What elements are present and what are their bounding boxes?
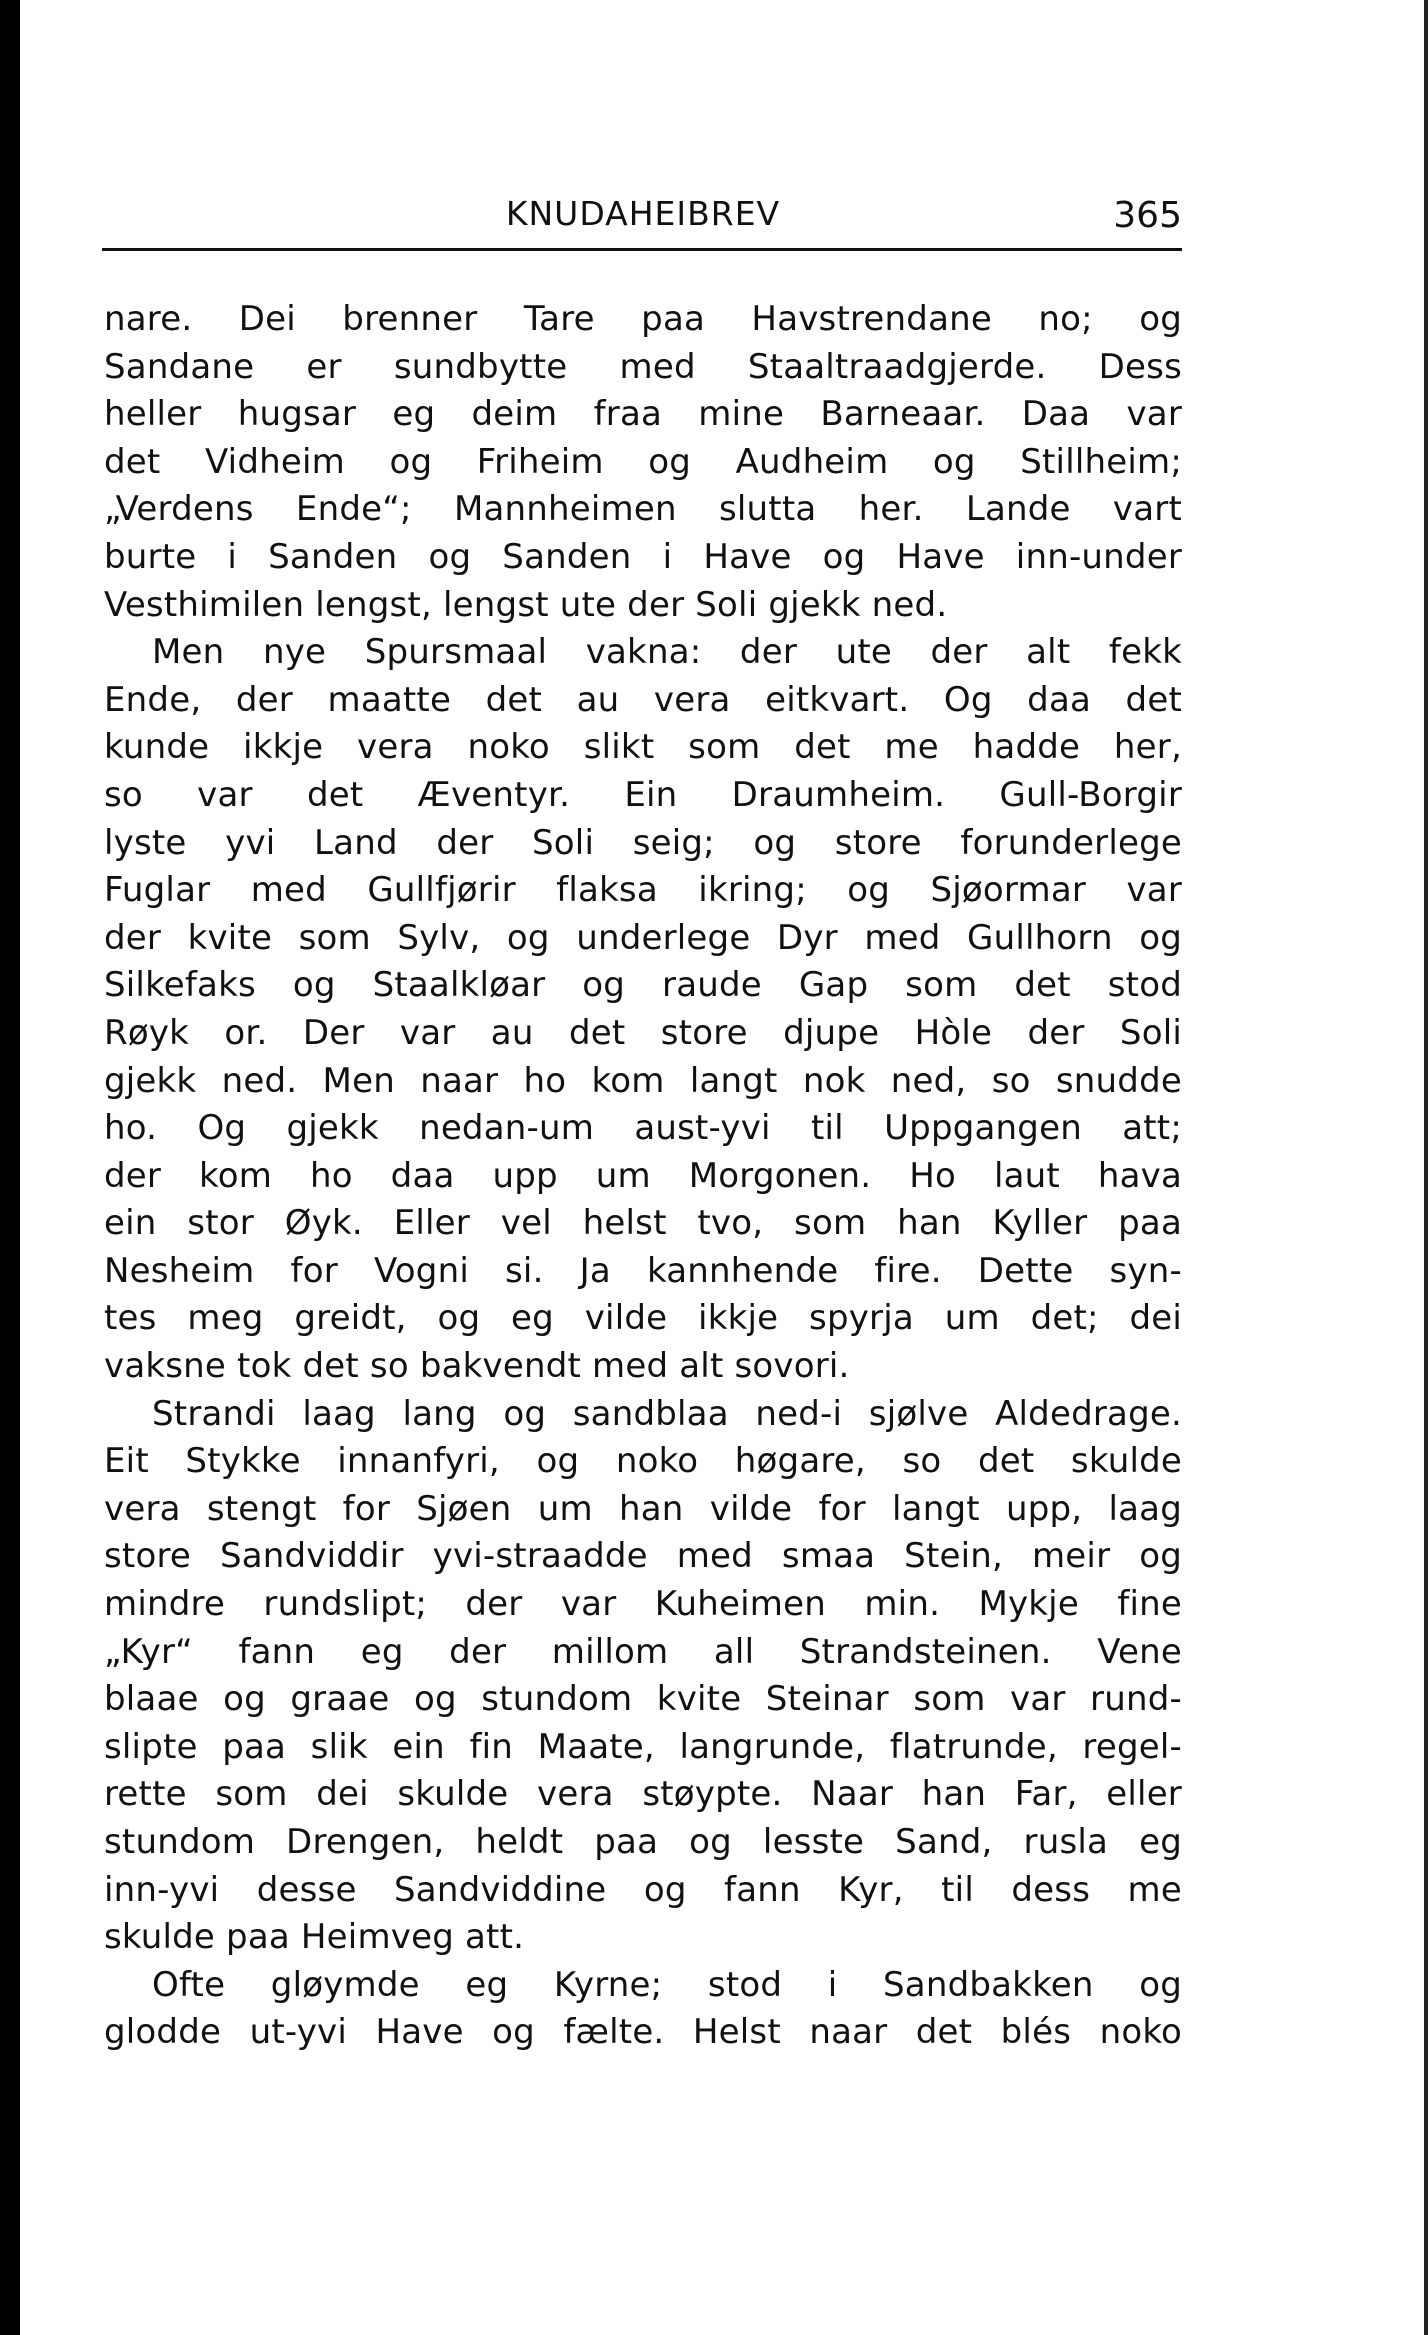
text-line: mindre rundslipt; der var Kuheimen min. Mykje fine bbox=[104, 1584, 1182, 1625]
text-line: Strandi laag lang og sandblaa ned-i sjølve Aldedrage. bbox=[152, 1393, 1182, 1434]
text-line: glodde ut-yvi Have og fælte. Helst naar det blés noko bbox=[104, 2012, 1182, 2053]
scan-left-edge bbox=[0, 0, 20, 2335]
text-line: det Vidheim og Friheim og Audheim og Stillheim; bbox=[104, 441, 1182, 482]
text-line: „Verdens Ende“; Mannheimen slutta her. Lande vart bbox=[104, 489, 1182, 530]
text-line: nare. Dei brenner Tare paa Havstrendane no; og bbox=[104, 299, 1182, 339]
text-line: vera stengt for Sjøen um han vilde for langt upp, laag bbox=[104, 1488, 1182, 1529]
page-number: 365 bbox=[1113, 195, 1182, 236]
text-line: Nesheim for Vogni si. Ja kannhende fire. Dette syn- bbox=[104, 1250, 1182, 1291]
text-line: heller hugsar eg deim fraa mine Barneaar. Daa var bbox=[104, 394, 1182, 435]
text-line: der kvite som Sylv, og underlege Dyr med Gullhorn og bbox=[104, 917, 1182, 958]
scan-right-edge bbox=[1424, 0, 1428, 2335]
text-line: lyste yvi Land der Soli seig; og store forunderlege bbox=[104, 822, 1182, 863]
paragraph bbox=[104, 296, 1182, 629]
text-line: ein stor Øyk. Eller vel helst tvo, som han Kyller paa bbox=[104, 1203, 1182, 1244]
text-line: rette som dei skulde vera støypte. Naar han Far, eller bbox=[104, 1774, 1182, 1815]
text-line: ho. Og gjekk nedan-um aust-yvi til Uppgangen att; bbox=[104, 1108, 1182, 1149]
paragraph bbox=[104, 1391, 1182, 1962]
text-line: vaksne tok det so bakvendt med alt sovori. bbox=[104, 1346, 850, 1387]
text-line: slipte paa slik ein fin Maate, langrunde, flatrunde, regel- bbox=[104, 1726, 1182, 1767]
text-line: store Sandviddir yvi-straadde med smaa Stein, meir og bbox=[104, 1536, 1182, 1577]
page-header bbox=[104, 194, 1182, 240]
text-line: stundom Drengen, heldt paa og lesste Sand, rusla eg bbox=[104, 1822, 1182, 1862]
text-line: so var det Æventyr. Ein Draumheim. Gull-Borgir bbox=[104, 774, 1182, 815]
paragraph bbox=[104, 1962, 1182, 2057]
text-line: Eit Stykke innanfyri, og noko høgare, so det skulde bbox=[104, 1441, 1182, 1482]
text-line: inn-yvi desse Sandviddine og fann Kyr, til dess me bbox=[104, 1869, 1182, 1910]
text-line: der kom ho daa upp um Morgonen. Ho laut hava bbox=[104, 1155, 1182, 1196]
text-line: „Kyr“ fann eg der millom all Strandsteinen. Vene bbox=[104, 1631, 1182, 1672]
text-line: kunde ikkje vera noko slikt som det me hadde her, bbox=[104, 727, 1182, 768]
text-line: Ende, der maatte det au vera eitkvart. Og daa det bbox=[104, 679, 1182, 720]
text-line: Silkefaks og Staalkløar og raude Gap som det stod bbox=[104, 965, 1182, 1006]
text-line: Røyk or. Der var au det store djupe Hòle der Soli bbox=[104, 1012, 1182, 1053]
text-line: gjekk ned. Men naar ho kom langt nok ned, so snudde bbox=[104, 1060, 1182, 1101]
body-text bbox=[104, 296, 1182, 2057]
text-line: skulde paa Heimveg att. bbox=[104, 1917, 525, 1958]
text-line: Ofte gløymde eg Kyrne; stod i Sandbakken og bbox=[152, 1964, 1182, 2005]
paragraph bbox=[104, 629, 1182, 1391]
header-rule bbox=[102, 248, 1182, 251]
text-line: Vesthimilen lengst, lengst ute der Soli gjekk ned. bbox=[104, 584, 948, 625]
text-line: Fuglar med Gullfjørir flaksa ikring; og Sjøormar var bbox=[104, 870, 1182, 911]
text-line: Sandane er sundbytte med Staaltraadgjerde. Dess bbox=[104, 346, 1182, 387]
text-line: burte i Sanden og Sanden i Have og Have inn-under bbox=[104, 536, 1182, 577]
running-title: KNUDAHEIBREV bbox=[505, 194, 781, 233]
text-line: Men nye Spursmaal vakna: der ute der alt fekk bbox=[152, 632, 1182, 673]
text-line: blaae og graae og stundom kvite Steinar som var rund- bbox=[104, 1679, 1182, 1720]
text-line: tes meg greidt, og eg vilde ikkje spyrja um det; dei bbox=[104, 1298, 1182, 1339]
